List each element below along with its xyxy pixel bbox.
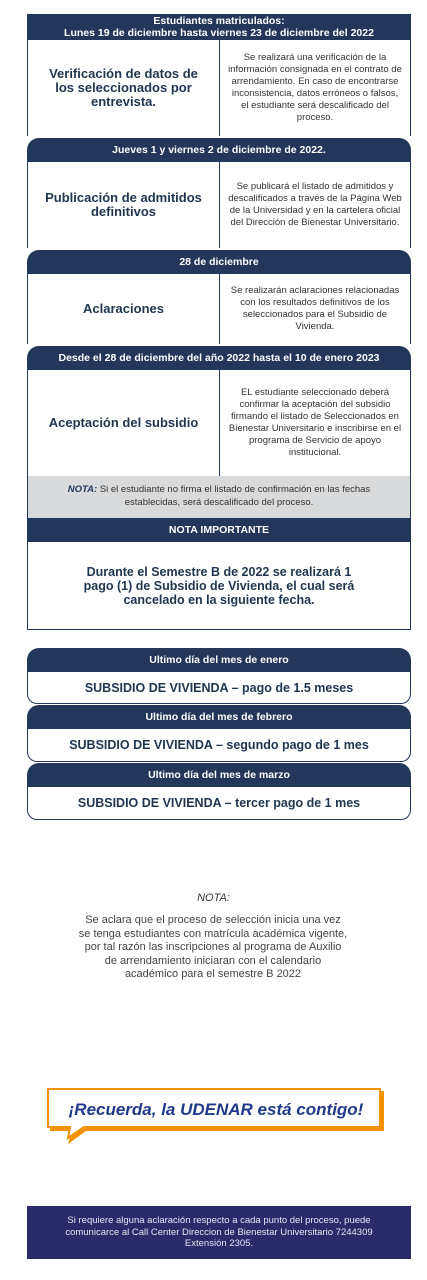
row-description: Se realizarán aclaraciones relacionadas con los resultados definitivos de los seleccionados para el Subsidio de Vivienda. — [230, 285, 400, 332]
important-box — [27, 542, 411, 630]
note-text: Si el estudiante no firma el listado de confirmación en las fechas establecidas, será descalificado del proceso. — [99, 484, 371, 508]
payment-row-3 — [27, 787, 411, 820]
payment-header-2 — [27, 705, 411, 729]
banner-text: ¡Recuerda, la UDENAR está contigo! — [68, 1100, 364, 1119]
payment-date: Ultimo día del mes de marzo — [148, 769, 290, 781]
reminder-banner — [48, 1090, 384, 1132]
row-title: Publicación de admitidos definitivos — [28, 162, 220, 248]
schedule-row-1 — [27, 40, 411, 136]
row-title: Aceptación del subsidio — [28, 370, 220, 476]
footer-bar — [27, 1206, 411, 1259]
payment-text: SUBSIDIO DE VIVIENDA – segundo pago de 1 mes — [69, 738, 369, 752]
header-line: Lunes 19 de diciembre hasta viernes 23 de diciembre del 2022 — [64, 27, 374, 39]
row-title: Verificación de datos de los seleccionados por entrevista. — [28, 40, 220, 136]
header-line: Desde el 28 de diciembre del año 2022 hasta el 10 de enero 2023 — [58, 352, 380, 364]
payment-text: SUBSIDIO DE VIVIENDA – tercer pago de 1 mes — [77, 796, 361, 810]
header-line: 28 de diciembre — [179, 256, 259, 268]
schedule-row-2 — [27, 162, 411, 248]
final-note-label: NOTA: — [197, 892, 230, 904]
schedule-header-4 — [27, 346, 411, 370]
payment-header-1 — [27, 648, 411, 672]
row-description: EL estudiante seleccionado deberá confirmar la aceptación del subsidio firmando el listado de Seleccionados en Bienestar Universitario e inscribirse en el programa de Servicio de apoyo institucional. — [228, 387, 402, 458]
header-line: Jueves 1 y viernes 2 de diciembre de 2022. — [112, 144, 326, 156]
row-description: Se realizará una verificación de la información consignada en el contrato de arrendamiento. En caso de encontrarse inconsistencia, datos erróneos o falsos, el estudiante será descalificado del proceso. — [228, 52, 402, 123]
schedule-row-4 — [27, 370, 411, 476]
header-line: Estudiantes matriculados: — [153, 15, 285, 27]
footer-text: Si requiere alguna aclaración respecto a cada punto del proceso, puede comunicarce al Call Center Direccion de Bienestar Universitario 7244309 Extensión 2305. — [65, 1215, 373, 1250]
schedule-row-3 — [27, 274, 411, 344]
payment-date: Ultimo día del mes de febrero — [145, 711, 293, 723]
schedule-header-1 — [27, 14, 411, 40]
payment-header-3 — [27, 763, 411, 787]
schedule-header-2 — [27, 138, 411, 162]
important-title: NOTA IMPORTANTE — [168, 524, 270, 536]
important-text: Durante el Semestre B de 2022 se realizará 1 pago (1) de Subsidio de Vivienda, el cual será cancelado en la siguiente fecha. — [83, 564, 355, 607]
important-header — [27, 518, 411, 542]
note-label: NOTA: — [67, 484, 98, 495]
payment-date: Ultimo día del mes de enero — [149, 654, 289, 666]
row-title: Aclaraciones — [28, 274, 220, 344]
final-note-text: Se aclara que el proceso de selección inicia una vez se tenga estudiantes con matrícula académica vigente, por tal razón las inscripciones al programa de Auxilio de arrendamiento iniciaran con el calendario académico para el semestre B 2022 — [78, 914, 348, 980]
schedule-header-3 — [27, 250, 411, 274]
payment-text: SUBSIDIO DE VIVIENDA – pago de 1.5 meses — [84, 680, 354, 695]
payment-row-2 — [27, 729, 411, 762]
row-description: Se publicará el listado de admitidos y descalificados a través de la Página Web de la Universidad y en la cartelera oficial del Dirección de Bienestar Universitario. — [228, 181, 402, 228]
payment-row-1 — [27, 672, 411, 704]
note-box — [27, 476, 411, 518]
